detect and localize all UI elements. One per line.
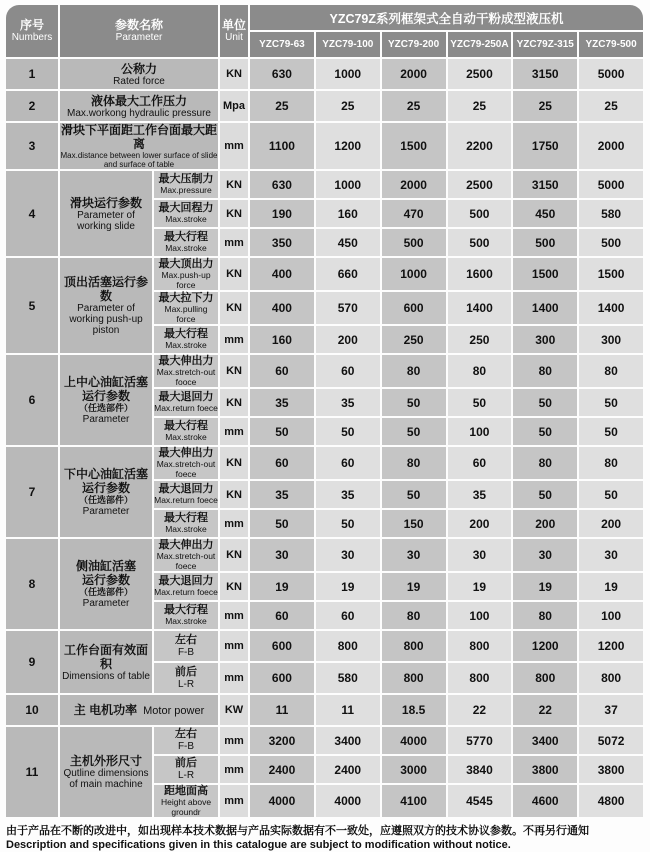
- value-cell: 22: [513, 695, 577, 725]
- value-cell: 50: [579, 481, 643, 508]
- parameter-en: Parameter: [82, 506, 130, 517]
- value-cell: 1500: [513, 258, 577, 290]
- col-header-numbers-en: Numbers: [11, 32, 53, 43]
- sub-parameter-cell: [154, 292, 218, 324]
- value-cell: 4600: [513, 785, 577, 817]
- value-cell: 800: [316, 631, 380, 661]
- parameter-en: Parameter: [82, 414, 130, 425]
- parameter-name-cell: [60, 727, 152, 817]
- parameter-zh2: 运行参数: [81, 389, 130, 403]
- sub-parameter-en: Max.push-up force: [161, 270, 211, 290]
- unit-cell: mm: [220, 326, 248, 353]
- value-cell: 1500: [579, 258, 643, 290]
- unit-cell: mm: [220, 785, 248, 817]
- sub-parameter-cell: [154, 573, 218, 600]
- parameter-zh: 侧油缸活塞: [75, 559, 136, 573]
- value-cell: 500: [448, 200, 512, 227]
- value-cell: 660: [316, 258, 380, 290]
- sub-parameter-zh: 距地面高: [164, 785, 208, 797]
- sub-parameter-cell: [154, 785, 218, 817]
- value-cell: 570: [316, 292, 380, 324]
- value-cell: 30: [513, 539, 577, 571]
- footer-note-zh: 由于产品在不断的改进中，如出现样本技术数据与产品实际数据有不一致处，应遵照双方的技术协议参数。不再另行通知: [6, 825, 589, 837]
- parameter-en: Parameter of working slide: [77, 209, 135, 232]
- value-cell: 19: [513, 573, 577, 600]
- unit-cell: mm: [220, 602, 248, 629]
- value-cell: 600: [382, 292, 446, 324]
- value-cell: 100: [579, 602, 643, 629]
- sub-parameter-cell: [154, 200, 218, 227]
- parameter-note: （任选部件）: [78, 403, 133, 413]
- sub-parameter-en: Max.stroke: [165, 214, 207, 225]
- value-cell: 11: [250, 695, 314, 725]
- parameter-zh: 液体最大工作压力: [91, 93, 188, 108]
- value-cell: 630: [250, 171, 314, 198]
- row-number-cell: 2: [6, 91, 58, 121]
- sub-parameter-en: Max.stretch-out foece: [156, 551, 216, 571]
- parameter-zh: 公称力: [121, 61, 158, 76]
- value-cell: 200: [579, 510, 643, 537]
- sub-parameter-zh: 左右: [175, 728, 197, 740]
- value-cell: 50: [382, 481, 446, 508]
- value-cell: 1000: [316, 59, 380, 89]
- value-cell: 60: [316, 355, 380, 387]
- parameter-zh: 滑块运行参数: [69, 195, 142, 210]
- unit-cell: mm: [220, 727, 248, 754]
- col-header-unit: [220, 5, 248, 57]
- row-number-cell: 11: [6, 727, 58, 817]
- sub-parameter-en: Max.return foece: [154, 587, 218, 598]
- unit-cell: mm: [220, 663, 248, 693]
- row-number-cell: 5: [6, 258, 58, 353]
- value-cell: 2000: [382, 171, 446, 198]
- sub-parameter-en: Max.stretch-out foece: [156, 459, 216, 479]
- value-cell: 25: [250, 91, 314, 121]
- sub-parameter-cell: [154, 258, 218, 290]
- row-number-cell: 10: [6, 695, 58, 725]
- value-cell: 50: [382, 418, 446, 445]
- value-cell: 300: [579, 326, 643, 353]
- value-cell: 11: [316, 695, 380, 725]
- value-cell: 160: [250, 326, 314, 353]
- sub-parameter-en: F-B: [177, 646, 195, 658]
- sub-parameter-zh: 最大拉下力: [158, 292, 214, 304]
- unit-cell: mm: [220, 631, 248, 661]
- sub-parameter-zh: 最大伸出力: [158, 447, 214, 459]
- sub-parameter-en: Max.stroke: [165, 243, 207, 254]
- value-cell: 60: [250, 602, 314, 629]
- value-cell: 30: [316, 539, 380, 571]
- value-cell: 600: [250, 631, 314, 661]
- value-cell: 60: [316, 602, 380, 629]
- value-cell: 3200: [250, 727, 314, 754]
- value-cell: 1600: [448, 258, 512, 290]
- value-cell: 200: [448, 510, 512, 537]
- value-cell: 50: [579, 389, 643, 416]
- value-cell: 18.5: [382, 695, 446, 725]
- sub-parameter-zh: 最大退回力: [158, 575, 214, 588]
- parameter-name-cell: [60, 447, 152, 537]
- parameter-zh: 工作台面有效面积: [63, 642, 148, 671]
- parameter-zh: 主 电机功率: [73, 703, 138, 717]
- unit-cell: KN: [220, 258, 248, 290]
- footer-note-en: Description and specifications given in this catalogue are subject to modification without notice.: [6, 839, 511, 851]
- value-cell: 400: [250, 258, 314, 290]
- value-cell: 2200: [448, 123, 512, 169]
- parameter-name-cell: [60, 631, 152, 693]
- unit-cell: Mpa: [220, 91, 248, 121]
- unit-cell: mm: [220, 418, 248, 445]
- value-cell: 190: [250, 200, 314, 227]
- parameter-en: Parameter of working push-up piston: [69, 303, 143, 336]
- sub-parameter-en: Max.return foece: [154, 495, 218, 506]
- sub-parameter-zh: 前后: [175, 757, 197, 769]
- value-cell: 100: [448, 418, 512, 445]
- value-cell: 1750: [513, 123, 577, 169]
- sub-parameter-en: Height above groundr: [160, 797, 212, 817]
- col-header-unit-zh: 单位: [222, 18, 247, 32]
- value-cell: 80: [513, 355, 577, 387]
- value-cell: 80: [513, 602, 577, 629]
- parameter-zh: 主机外形尺寸: [69, 754, 142, 768]
- row-number-cell: 9: [6, 631, 58, 693]
- col-header-parameter: [60, 5, 218, 57]
- value-cell: 37: [579, 695, 643, 725]
- sub-parameter-zh: 最大行程: [164, 604, 208, 617]
- value-cell: 3800: [579, 756, 643, 783]
- value-cell: 50: [579, 418, 643, 445]
- value-cell: 450: [513, 200, 577, 227]
- value-cell: 1000: [316, 171, 380, 198]
- sub-parameter-en: Max.pulling force: [164, 304, 208, 324]
- sub-parameter-zh: 最大退回力: [158, 391, 214, 404]
- value-cell: 25: [316, 91, 380, 121]
- value-cell: 35: [250, 481, 314, 508]
- value-cell: 80: [382, 602, 446, 629]
- value-cell: 800: [579, 663, 643, 693]
- value-cell: 50: [513, 481, 577, 508]
- sub-parameter-zh: 最大压制力: [158, 173, 214, 186]
- value-cell: 80: [579, 355, 643, 387]
- sub-parameter-zh: 前后: [175, 665, 197, 678]
- unit-cell: KN: [220, 481, 248, 508]
- sub-parameter-en: Max.stroke: [165, 432, 207, 443]
- parameter-name-cell: [60, 695, 218, 725]
- value-cell: 200: [316, 326, 380, 353]
- value-cell: 50: [250, 510, 314, 537]
- sub-parameter-en: L-R: [177, 678, 195, 690]
- sub-parameter-en: F-B: [177, 741, 195, 752]
- row-number-cell: 4: [6, 171, 58, 256]
- parameter-zh: 滑块下平面距工作台面最大距离: [61, 123, 218, 151]
- unit-cell: mm: [220, 123, 248, 169]
- sub-parameter-zh: 最大行程: [164, 420, 208, 433]
- parameter-zh2: 运行参数: [81, 481, 130, 495]
- parameter-zh2: 运行参数: [81, 573, 130, 587]
- value-cell: 80: [382, 355, 446, 387]
- value-cell: 3400: [316, 727, 380, 754]
- parameter-name-cell: [60, 539, 152, 629]
- unit-cell: KN: [220, 447, 248, 479]
- value-cell: 25: [448, 91, 512, 121]
- value-cell: 3150: [513, 171, 577, 198]
- sub-parameter-cell: [154, 418, 218, 445]
- sub-parameter-cell: [154, 171, 218, 198]
- value-cell: 2000: [382, 59, 446, 89]
- parameter-zh: 上中心油缸活塞: [63, 375, 148, 389]
- col-header-unit-en: Unit: [225, 32, 243, 43]
- value-cell: 4545: [448, 785, 512, 817]
- series-title: YZC79Z系列框架式全自动干粉成型液压机: [250, 5, 643, 30]
- value-cell: 250: [448, 326, 512, 353]
- value-cell: 80: [382, 447, 446, 479]
- value-cell: 500: [579, 229, 643, 256]
- value-cell: 1200: [316, 123, 380, 169]
- value-cell: 800: [448, 663, 512, 693]
- value-cell: 3840: [448, 756, 512, 783]
- value-cell: 30: [579, 539, 643, 571]
- value-cell: 25: [382, 91, 446, 121]
- parameter-en: Dimensions of table: [62, 670, 150, 682]
- value-cell: 3150: [513, 59, 577, 89]
- sub-parameter-zh: 最大行程: [164, 512, 208, 525]
- col-header-parameter-en: Parameter: [115, 32, 163, 43]
- row-number-cell: 1: [6, 59, 58, 89]
- value-cell: 5000: [579, 171, 643, 198]
- value-cell: 4000: [316, 785, 380, 817]
- sub-parameter-zh: 左右: [175, 633, 197, 646]
- value-cell: 150: [382, 510, 446, 537]
- value-cell: 2000: [579, 123, 643, 169]
- value-cell: 600: [250, 663, 314, 693]
- sub-parameter-cell: [154, 326, 218, 353]
- value-cell: 470: [382, 200, 446, 227]
- value-cell: 50: [250, 418, 314, 445]
- model-header: YZC79Z-315: [513, 32, 577, 57]
- value-cell: 30: [250, 539, 314, 571]
- value-cell: 2500: [448, 59, 512, 89]
- unit-cell: KN: [220, 573, 248, 600]
- parameter-name-cell: [60, 355, 152, 445]
- parameter-en: Motor power: [143, 705, 205, 717]
- value-cell: 1200: [579, 631, 643, 661]
- unit-cell: mm: [220, 510, 248, 537]
- sub-parameter-en: Max.stroke: [165, 616, 207, 627]
- value-cell: 19: [579, 573, 643, 600]
- unit-cell: KN: [220, 389, 248, 416]
- footer-note: [6, 824, 650, 852]
- sub-parameter-cell: [154, 631, 218, 661]
- sub-parameter-cell: [154, 481, 218, 508]
- sub-parameter-zh: 最大伸出力: [158, 355, 214, 367]
- value-cell: 60: [250, 447, 314, 479]
- unit-cell: KW: [220, 695, 248, 725]
- parameter-en: Parameter: [82, 598, 130, 609]
- sub-parameter-en: Max.stroke: [165, 340, 207, 351]
- value-cell: 19: [250, 573, 314, 600]
- value-cell: 5072: [579, 727, 643, 754]
- value-cell: 19: [382, 573, 446, 600]
- sub-parameter-zh: 最大伸出力: [158, 539, 214, 551]
- value-cell: 60: [316, 447, 380, 479]
- value-cell: 450: [316, 229, 380, 256]
- unit-cell: KN: [220, 200, 248, 227]
- unit-cell: KN: [220, 171, 248, 198]
- parameter-name-cell: [60, 123, 218, 169]
- value-cell: 35: [448, 481, 512, 508]
- value-cell: 2500: [448, 171, 512, 198]
- sub-parameter-cell: [154, 229, 218, 256]
- unit-cell: KN: [220, 59, 248, 89]
- value-cell: 580: [316, 663, 380, 693]
- value-cell: 50: [316, 510, 380, 537]
- parameter-name-cell: [60, 258, 152, 353]
- parameter-en: Max.workong hydraulic pressure: [67, 107, 211, 119]
- value-cell: 60: [448, 447, 512, 479]
- value-cell: 800: [448, 631, 512, 661]
- parameter-en: Qutline dimensions of main machine: [63, 768, 149, 790]
- sub-parameter-en: Max.stroke: [165, 524, 207, 535]
- model-header: YZC79-250A: [448, 32, 512, 57]
- model-header: YZC79-200: [382, 32, 446, 57]
- value-cell: 35: [316, 389, 380, 416]
- value-cell: 200: [513, 510, 577, 537]
- value-cell: 2400: [250, 756, 314, 783]
- value-cell: 300: [513, 326, 577, 353]
- unit-cell: KN: [220, 292, 248, 324]
- value-cell: 50: [316, 418, 380, 445]
- value-cell: 160: [316, 200, 380, 227]
- sub-parameter-en: Max.stretch-out fooce: [156, 367, 216, 387]
- value-cell: 60: [250, 355, 314, 387]
- sub-parameter-zh: 最大顶出力: [158, 258, 214, 270]
- value-cell: 80: [579, 447, 643, 479]
- row-number-cell: 3: [6, 123, 58, 169]
- value-cell: 50: [513, 418, 577, 445]
- value-cell: 80: [448, 355, 512, 387]
- parameter-name-cell: [60, 91, 218, 121]
- sub-parameter-en: Max.return foece: [154, 403, 218, 414]
- value-cell: 1200: [513, 631, 577, 661]
- value-cell: 3000: [382, 756, 446, 783]
- sub-parameter-cell: [154, 355, 218, 387]
- parameter-en: Rated force: [113, 75, 165, 87]
- sub-parameter-en: Max.pressure: [160, 185, 212, 196]
- sub-parameter-cell: [154, 539, 218, 571]
- value-cell: 30: [382, 539, 446, 571]
- value-cell: 25: [579, 91, 643, 121]
- value-cell: 5770: [448, 727, 512, 754]
- sub-parameter-en: L-R: [177, 770, 195, 781]
- value-cell: 250: [382, 326, 446, 353]
- parameter-name-cell: [60, 171, 152, 256]
- row-number-cell: 8: [6, 539, 58, 629]
- sub-parameter-zh: 最大回程力: [158, 202, 214, 215]
- sub-parameter-cell: [154, 602, 218, 629]
- value-cell: 350: [250, 229, 314, 256]
- sub-parameter-cell: [154, 663, 218, 693]
- unit-cell: KN: [220, 539, 248, 571]
- sub-parameter-zh: 最大退回力: [158, 483, 214, 496]
- model-header: YZC79-100: [316, 32, 380, 57]
- value-cell: 5000: [579, 59, 643, 89]
- value-cell: 800: [382, 663, 446, 693]
- value-cell: 1500: [382, 123, 446, 169]
- unit-cell: KN: [220, 355, 248, 387]
- value-cell: 4800: [579, 785, 643, 817]
- parameter-name-cell: [60, 59, 218, 89]
- value-cell: 50: [513, 389, 577, 416]
- value-cell: 35: [250, 389, 314, 416]
- value-cell: 19: [448, 573, 512, 600]
- value-cell: 4000: [250, 785, 314, 817]
- value-cell: 400: [250, 292, 314, 324]
- row-number-cell: 6: [6, 355, 58, 445]
- parameter-zh: 下中心油缸活塞: [63, 467, 148, 481]
- value-cell: 1400: [579, 292, 643, 324]
- value-cell: 3400: [513, 727, 577, 754]
- sub-parameter-cell: [154, 756, 218, 783]
- parameter-en: Max.distance between lower surface of slide and surface of table: [60, 151, 218, 169]
- value-cell: 800: [513, 663, 577, 693]
- value-cell: 100: [448, 602, 512, 629]
- parameter-note: （任选部件）: [78, 495, 133, 505]
- row-number-cell: 7: [6, 447, 58, 537]
- value-cell: 1000: [382, 258, 446, 290]
- value-cell: 4000: [382, 727, 446, 754]
- value-cell: 22: [448, 695, 512, 725]
- col-header-numbers: [6, 5, 58, 57]
- value-cell: 800: [382, 631, 446, 661]
- sub-parameter-cell: [154, 447, 218, 479]
- value-cell: 500: [382, 229, 446, 256]
- parameter-note: （任选部件）: [78, 587, 133, 597]
- model-header: YZC79-63: [250, 32, 314, 57]
- value-cell: 80: [513, 447, 577, 479]
- value-cell: 500: [513, 229, 577, 256]
- model-header: YZC79-500: [579, 32, 643, 57]
- value-cell: 30: [448, 539, 512, 571]
- value-cell: 580: [579, 200, 643, 227]
- sub-parameter-cell: [154, 389, 218, 416]
- value-cell: 4100: [382, 785, 446, 817]
- value-cell: 35: [316, 481, 380, 508]
- sub-parameter-cell: [154, 727, 218, 754]
- sub-parameter-zh: 最大行程: [164, 231, 208, 244]
- value-cell: 1400: [448, 292, 512, 324]
- value-cell: 2400: [316, 756, 380, 783]
- unit-cell: mm: [220, 756, 248, 783]
- col-header-parameter-zh: 参数名称: [115, 18, 164, 32]
- value-cell: 630: [250, 59, 314, 89]
- col-header-numbers-zh: 序号: [19, 18, 44, 32]
- value-cell: 25: [513, 91, 577, 121]
- unit-cell: mm: [220, 229, 248, 256]
- value-cell: 500: [448, 229, 512, 256]
- spec-table: [4, 3, 645, 819]
- value-cell: 1400: [513, 292, 577, 324]
- value-cell: 19: [316, 573, 380, 600]
- parameter-zh: 顶出活塞运行参数: [63, 275, 148, 303]
- value-cell: 1100: [250, 123, 314, 169]
- value-cell: 50: [382, 389, 446, 416]
- sub-parameter-cell: [154, 510, 218, 537]
- value-cell: 3800: [513, 756, 577, 783]
- sub-parameter-zh: 最大行程: [164, 328, 208, 341]
- value-cell: 50: [448, 389, 512, 416]
